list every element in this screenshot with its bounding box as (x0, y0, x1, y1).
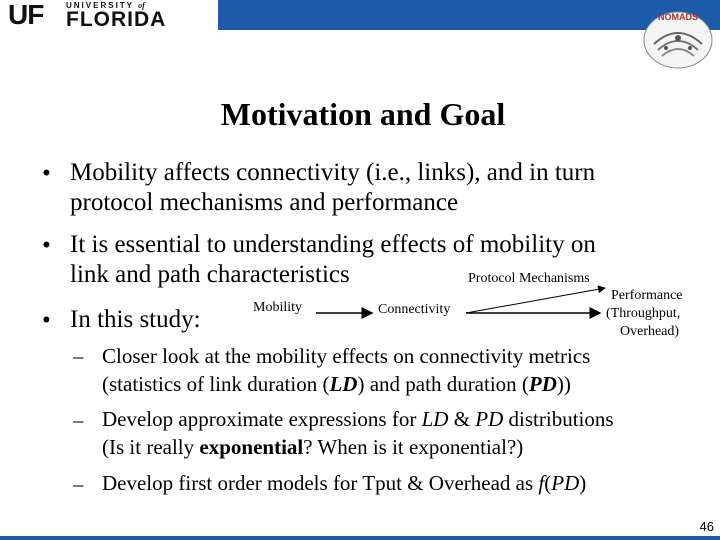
sub-bullet-1-line-2 (102, 371, 571, 398)
footer-blue-line (0, 536, 720, 540)
sub-bullet-2-line-2 (102, 434, 523, 461)
sub-bullet-2-line-1 (102, 406, 614, 433)
bullet-marker: • (42, 232, 51, 259)
bullet-2-line-2: link and path characteristics (70, 261, 350, 288)
bullet-marker: • (42, 307, 51, 334)
text-span: distributions (503, 407, 614, 431)
text-span: (statistics of link duration ( (102, 372, 330, 396)
bullet-marker: • (42, 160, 51, 187)
text-span: )) (556, 372, 571, 396)
ld-emphasis: LD (329, 372, 358, 396)
logo-uf-text: UF (8, 0, 44, 30)
diagram-overhead-label: Overhead) (620, 324, 680, 339)
text-span: ) (579, 471, 587, 495)
text-span: ) and path duration ( (357, 372, 529, 396)
bullet-3-line-1: In this study: (70, 306, 201, 333)
pd-italic: PD (551, 471, 580, 495)
text-span: Develop approximate expressions for (102, 407, 422, 431)
sub-bullet-dash: – (73, 344, 84, 368)
bullet-1-line-1: Mobility affects connectivity (i.e., links), and in turn (70, 159, 596, 186)
text-span: ( (544, 471, 552, 495)
logo-florida-text: FLORIDA (66, 8, 167, 31)
text-span: & (448, 407, 476, 431)
diagram-performance-label: Performance (611, 288, 683, 303)
text-span: Develop first order models for Tput & Overhead as (102, 471, 539, 495)
arrow-to-protocol-mechanisms (466, 288, 605, 313)
sub-bullet-dash: – (73, 408, 84, 432)
nomads-logo-label: NOMADS (658, 12, 698, 22)
page-number: 46 (699, 519, 714, 534)
bullet-2-line-1: It is essential to understanding effects of mobility on (70, 231, 596, 258)
diagram-mobility-label: Mobility (253, 300, 303, 315)
logo-university-word: UNIVERSITY (66, 1, 134, 10)
text-span: ? When is it exponential?) (303, 435, 524, 459)
bullet-1-line-2: protocol mechanisms and performance (70, 189, 459, 216)
slide-title-text: Motivation and Goal (220, 96, 506, 132)
ld-italic: LD (421, 407, 449, 431)
sub-bullet-dash: – (73, 472, 84, 496)
f-italic: f (538, 471, 545, 495)
logo-of-word: of (138, 1, 145, 10)
sub-bullet-3-line-1 (102, 470, 586, 497)
diagram-connectivity-label: Connectivity (378, 302, 451, 317)
diagram-throughput-label: (Throughput, (606, 306, 681, 321)
exponential-bold: exponential (199, 435, 304, 459)
pd-italic: PD (475, 407, 504, 431)
pd-emphasis: PD (528, 372, 557, 396)
text-span: (Is it really (102, 435, 200, 459)
diagram-protocol-mechanisms-label: Protocol Mechanisms (468, 271, 590, 286)
sub-bullet-1-line-1: Closer look at the mobility effects on connectivity metrics (102, 344, 591, 368)
